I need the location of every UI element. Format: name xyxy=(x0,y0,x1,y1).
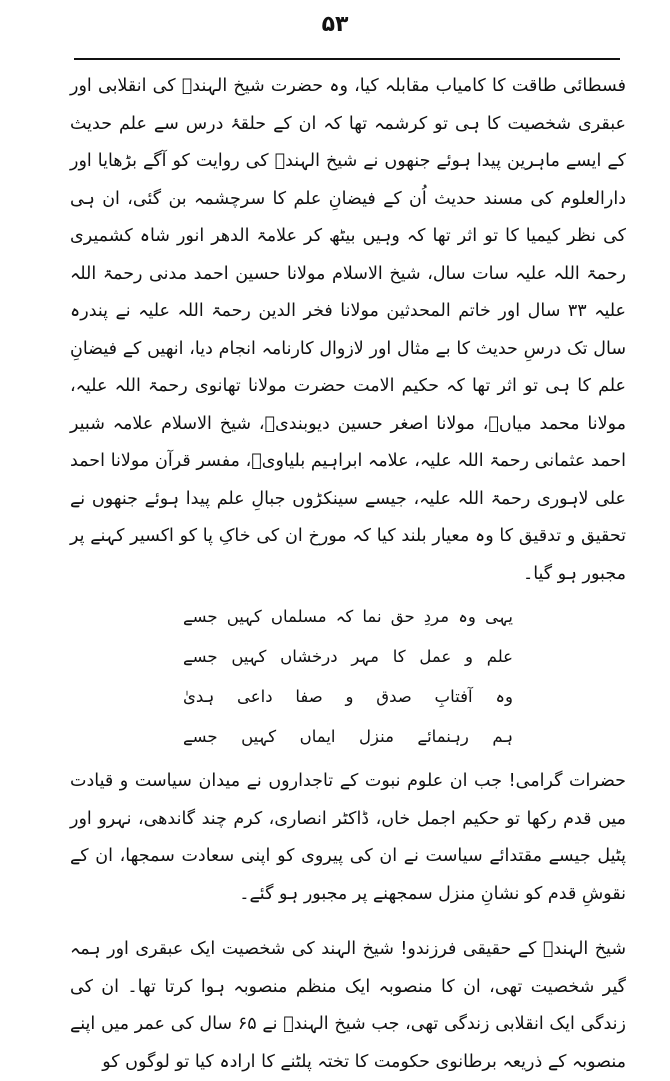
paragraph-3: شیخ الہندؒ کے حقیقی فرزندو! شیخ الہند کی شخصیت ایک عبقری اور ہمہ گیر شخصیت تھی، ان کا منصوبہ ایک منظم منصوبہ ہوا کرتا تھا۔ ان کی زندگی ایک انقلابی زندگی تھی، جب شیخ الہندؒ نے ۶۵ سال کی عمر میں اپنے منصوبہ کے ذریعہ برطانوی حکومت کا تختہ پلٹنے کا ارادہ کیا تو لوگوں کو xyxy=(70,939,627,1072)
verse-line-1: یہی وہ مردِ حق نما کہ مسلماں کہیں جسے xyxy=(183,607,513,626)
page-content xyxy=(70,68,626,1081)
page-number: ۵۳ xyxy=(321,12,349,37)
verse-line-4: ہم رہنمائے منزل ایماں کہیں جسے xyxy=(183,727,513,746)
verse-block xyxy=(183,597,513,757)
header-rule xyxy=(74,58,620,60)
verse-line-2: علم و عمل کا مہر درخشاں کہیں جسے xyxy=(183,647,513,666)
verse-line-3: وہ آفتابِ صدق و صفا داعی ہدیٰ xyxy=(183,687,513,706)
paragraph-2: حضرات گرامی! جب ان علوم نبوت کے تاجداروں نے میدان سیاست و قیادت میں قدم رکھا تو حکیم اجمل خاں، ڈاکٹر انصاری، کرم چند گاندھی، نہرو اور پٹیل جیسے مقتدائے سیاست نے ان کی پیروی کو اپنی سعادت سمجھا، ان کے نقوشِ قدم کو نشانِ منزل سمجھنے پر مجبور ہو گئے۔ xyxy=(70,771,626,904)
paragraph-1: فسطائی طاقت کا کامیاب مقابلہ کیا، وہ حضرت شیخ الہندؒ کی انقلابی اور عبقری شخصیت کا ہی تو کرشمہ تھا کہ ان کے حلقۂ درس سے علم حدیث کے ایسے ماہرین پیدا ہوئے جنھوں نے شیخ الہندؒ کی روایت کو آگے بڑھایا اور دارالعلوم کی مسند حدیث اُن کے فیضانِ علم کا سرچشمہ بن گئی، ان ہی کی نظر کیمیا کا تو اثر تھا کہ وہیں بیٹھ کر علامۃ الدھر انور شاہ کشمیری رحمۃ اللہ علیہ سات سال، شیخ الاسلام مولانا حسین احمد مدنی رحمۃ اللہ علیہ ۳۳ سال اور خاتم المحدثین مولانا فخر الدین رحمۃ اللہ علیہ نے پندرہ سال تک درسِ حدیث کا بے مثال اور لازوال کارنامہ انجام دیا، انھیں کے فیضانِ علم کا ہی تو اثر تھا کہ حکیم الامت حضرت مولانا تھانوی رحمۃ اللہ علیہ، مولانا محمد میاںؒ، مولانا اصغر حسین دیوبندیؒ، شیخ الاسلام علامہ شبیر احمد عثمانی رحمۃ اللہ علیہ، علامہ ابراہیم بلیاویؒ، مفسر قرآن مولانا احمد علی لاہوری رحمۃ اللہ علیہ، جیسے سینکڑوں جبالِ علم پیدا ہوئے جنھوں نے تحقیق و تدقیق کا وہ معیار بلند کیا کہ مورخ ان کی خاکِ پا کو اکسیر کہنے پر مجبور ہو گیا۔ xyxy=(70,76,626,584)
